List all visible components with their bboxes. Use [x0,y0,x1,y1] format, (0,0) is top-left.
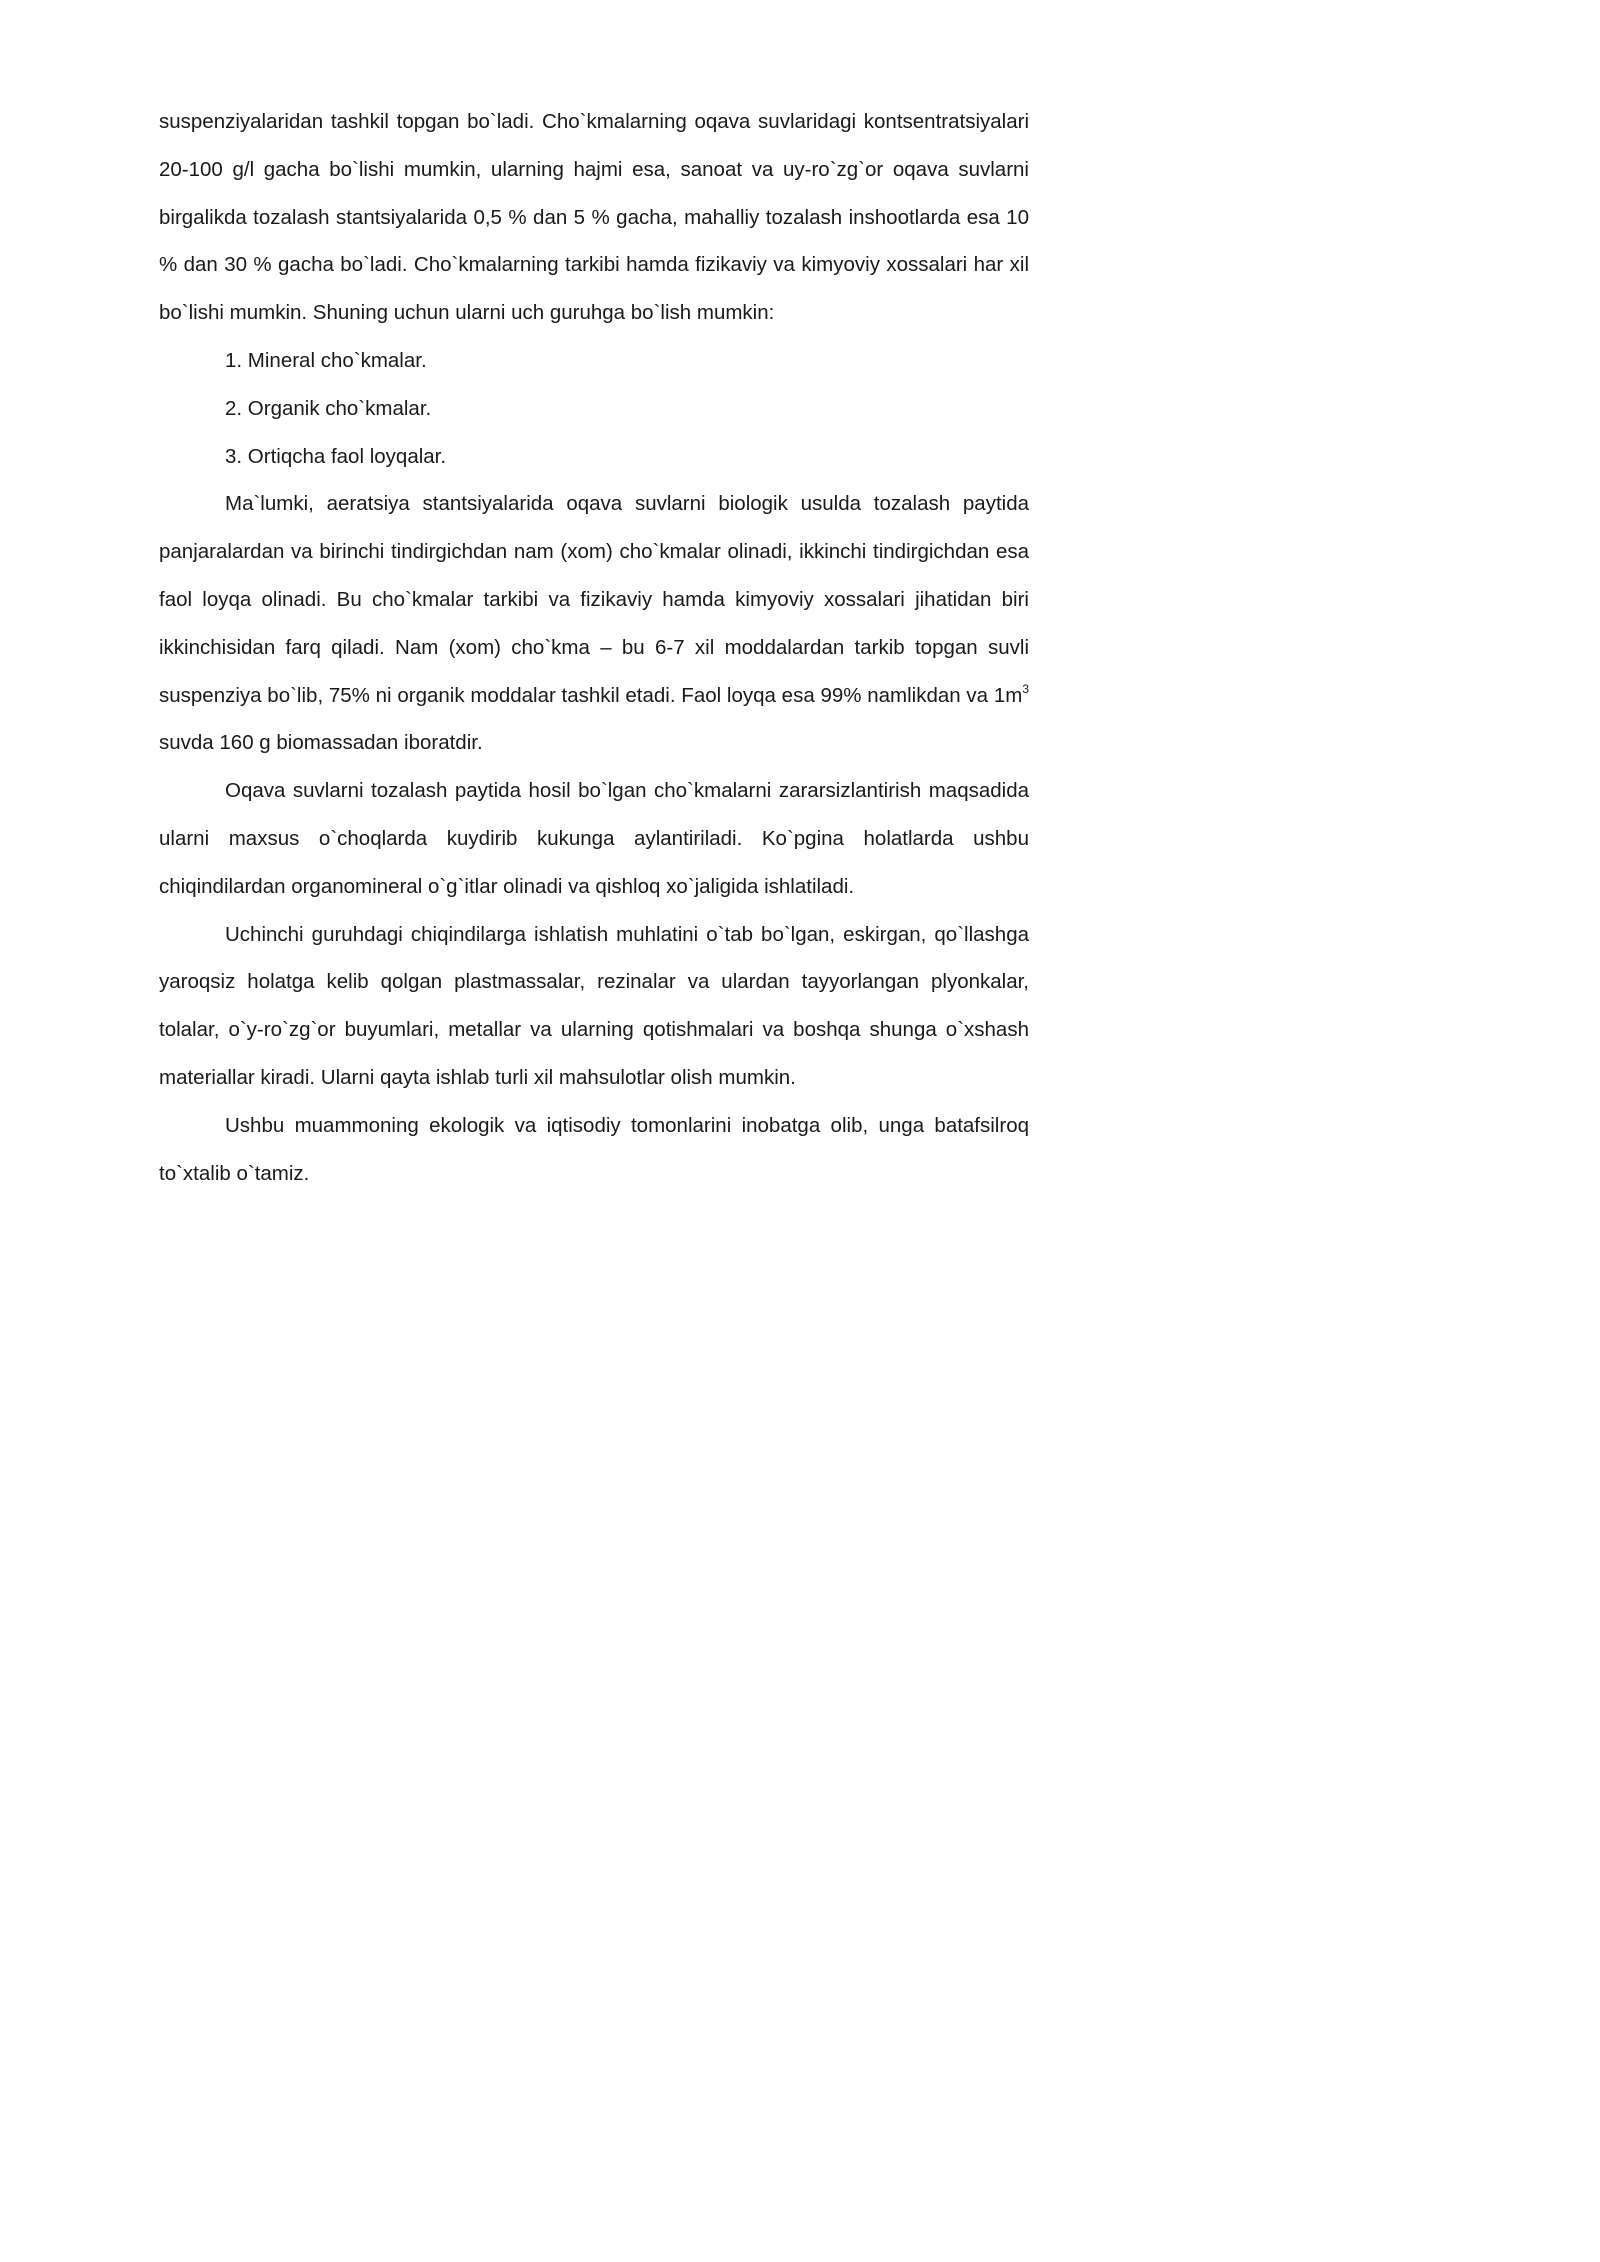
paragraph-2 [159,480,1029,767]
paragraph-5: Ushbu muammoning ekologik va iqtisodiy tomonlarini inobatga olib, unga batafsilroq to`xtalib o`tamiz. [159,1113,1029,1185]
paragraph-2-text-before-superscript: Ma`lumki, aeratsiya stantsiyalarida oqava suvlarni biologik usulda tozalash paytida panjaralardan va birinchi tindirgichdan nam (xom) cho`kmalar olinadi, ikkinchi tindirgichdan esa faol loyqa olinadi. Bu cho`kmalar tarkibi va fizikaviy hamda kimyoviy xossalari jihatidan biri ikkinchisidan farq qiladi. Nam (xom) cho`kma – bu 6-7 xil moddalardan tarkib topgan suvli suspenziya bo`lib, 75% ni organik moddalar tashkil etadi. Faol loyqa esa 99% namlikdan va 1m [159,492,1029,707]
paragraph-3: Oqava suvlarni tozalash paytida hosil bo`lgan cho`kmalarni zararsizlantirish maqsadida ularni maxsus o`choqlarda kuydirib kukunga aylantiriladi. Ko`pgina holatlarda ushbu chiqindilardan organomineral o`g`itlar olinadi va qishloq xo`jaligida ishlatiladi. [159,779,1029,898]
list-item-1: 1. Mineral cho`kmalar. [225,348,427,372]
superscript-exponent: 3 [1022,681,1029,696]
document-body [159,98,1029,1197]
list-item-3: 3. Ortiqcha faol loyqalar. [225,444,447,468]
paragraph-2-text-after-superscript: suvda 160 g biomassadan iboratdir. [159,731,483,755]
document-page [0,0,1110,1571]
paragraph-1: suspenziyalaridan tashkil topgan bo`ladi. Cho`kmalarning oqava suvlaridagi kontsentratsiyalari 20-100 g/l gacha bo`lishi mumkin, ularning hajmi esa, sanoat va uy-ro`zg`or oqava suvlarni birgalikda tozalash stantsiyalarida 0,5 % dan 5 % gacha, mahalliy tozalash inshootlarda esa 10 % dan 30 % gacha bo`ladi. Cho`kmalarning tarkibi hamda fizikaviy va kimyoviy xossalari har xil bo`lishi mumkin. Shuning uchun ularni uch guruhga bo`lish mumkin: [159,110,1029,325]
paragraph-4: Uchinchi guruhdagi chiqindilarga ishlatish muhlatini o`tab bo`lgan, eskirgan, qo`llashga yaroqsiz holatga kelib qolgan plastmassalar, rezinalar va ulardan tayyorlangan plyonkalar, tolalar, o`y-ro`zg`or buyumlari, metallar va ularning qotishmalari va boshqa shunga o`xshash materiallar kiradi. Ularni qayta ishlab turli xil mahsulotlar olish mumkin. [159,922,1029,1089]
list-item-2: 2. Organik cho`kmalar. [225,396,432,420]
